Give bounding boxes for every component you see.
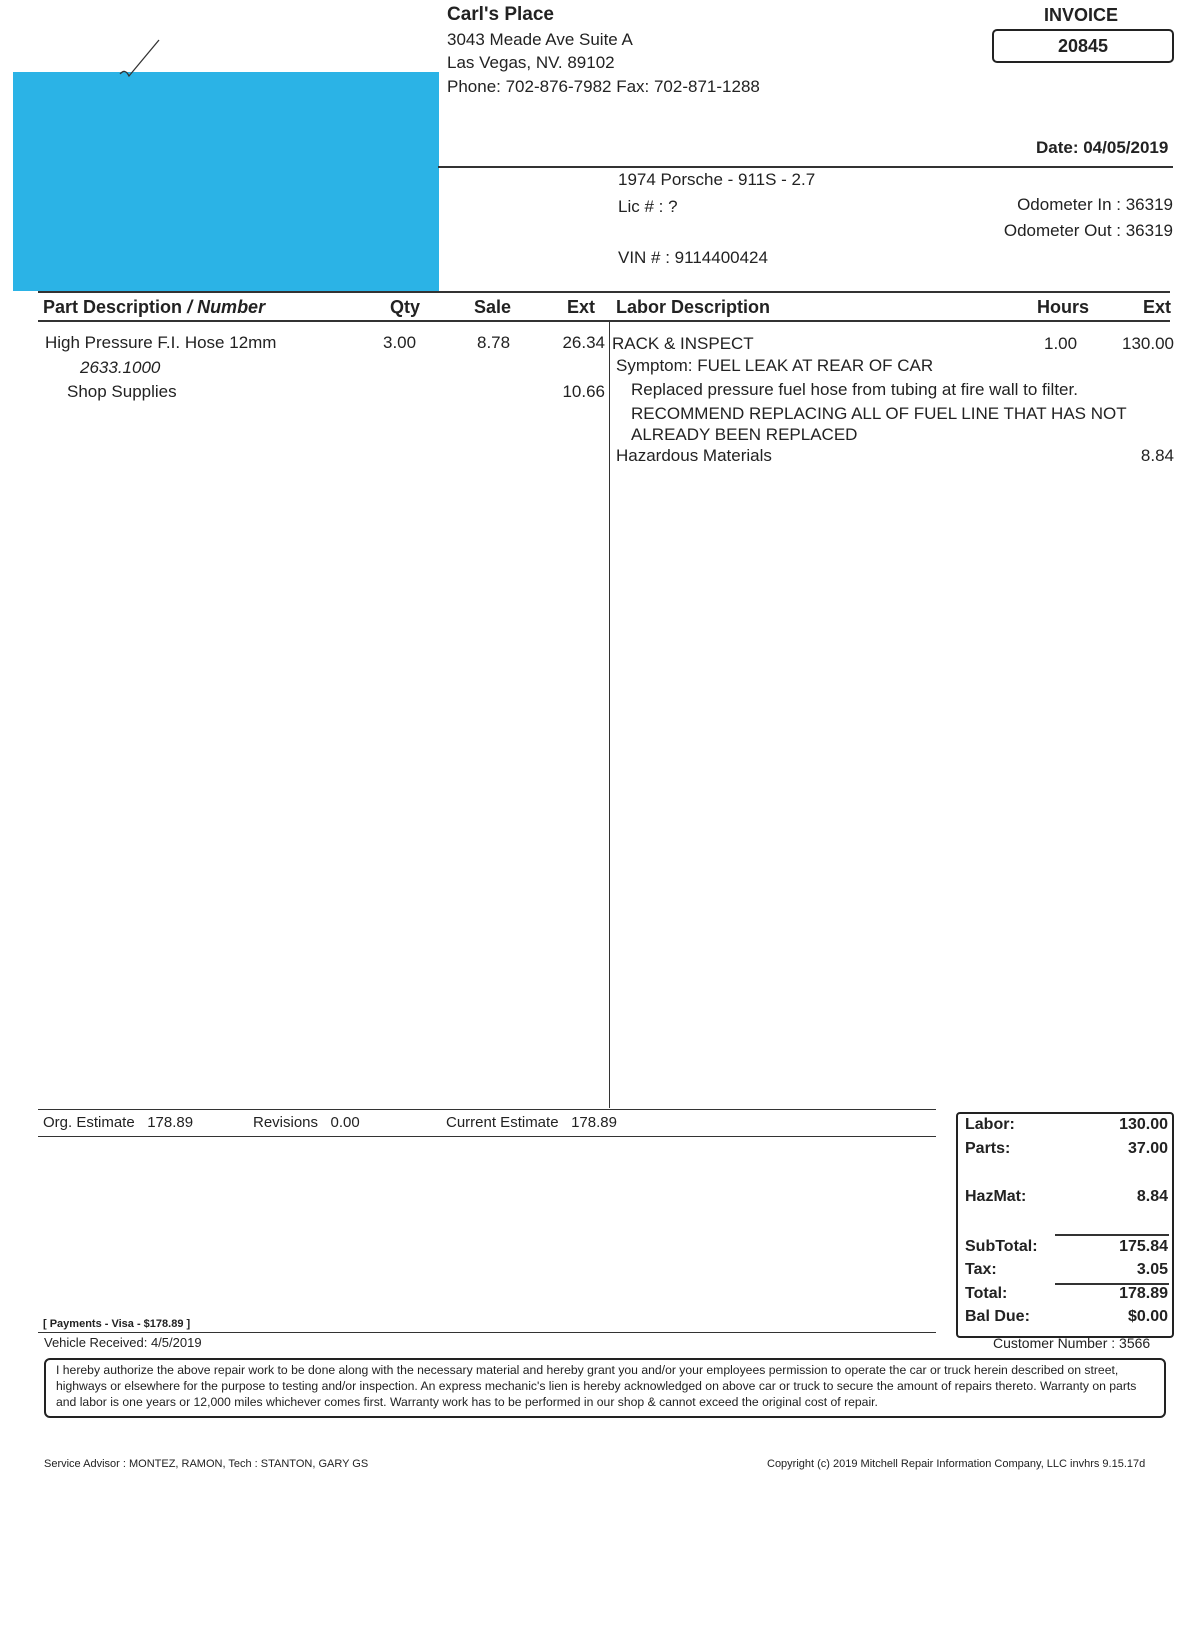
totals-total-label: Total: <box>965 1285 1008 1302</box>
table-header-rule <box>38 320 1170 322</box>
totals-hazmat-value: 8.84 <box>1136 1188 1168 1205</box>
totals-subtotal-value: 175.84 <box>1119 1238 1168 1255</box>
estimate-bottom-rule <box>38 1136 936 1137</box>
payments-line: [ Payments - Visa - $178.89 ] <box>43 1318 191 1330</box>
vehicle-lic: Lic # : ? <box>618 197 678 216</box>
labor-note-2: RECOMMEND REPLACING ALL OF FUEL LINE THAT HAS NOT <box>631 404 1127 423</box>
labor-line-1-description: RACK & INSPECT <box>612 334 754 353</box>
payments-rule <box>38 1332 936 1333</box>
customer-number: Customer Number : 3566 <box>993 1335 1151 1351</box>
shop-phone-fax: Phone: 702-876-7982 Fax: 702-871-1288 <box>447 77 760 96</box>
totals-parts-value: 37.00 <box>1127 1140 1168 1157</box>
current-estimate-value: 178.89 <box>571 1114 617 1131</box>
totals-baldue-label: Bal Due: <box>965 1308 1030 1325</box>
labor-hazmat-ext: 8.84 <box>1140 446 1174 465</box>
parts-header-description <box>43 297 265 318</box>
authorization-box <box>44 1358 1166 1418</box>
totals-labor-label: Labor: <box>965 1116 1015 1133</box>
shop-name: Carl's Place <box>447 4 554 25</box>
totals-total-value: 178.89 <box>1119 1285 1168 1302</box>
labor-header-hours: Hours <box>1037 297 1090 317</box>
table-top-rule <box>38 291 1170 293</box>
current-estimate <box>446 1114 617 1131</box>
shop-address-line1: 3043 Meade Ave Suite A <box>447 30 633 49</box>
header-rule <box>438 166 1173 168</box>
labor-line-1-hours: 1.00 <box>1044 334 1078 353</box>
invoice-date: Date: 04/05/2019 <box>1036 138 1169 157</box>
parts-header-desc-label: Part Description <box>43 297 183 317</box>
totals-labor-value: 130.00 <box>1119 1116 1168 1133</box>
invoice-label: INVOICE <box>1044 5 1119 25</box>
labor-header-ext: Ext <box>1143 297 1172 317</box>
totals-tax-label: Tax: <box>965 1261 997 1278</box>
labor-line-1-ext: 130.00 <box>1122 334 1174 353</box>
parts-header-sale: Sale <box>474 297 512 317</box>
part-row-2-ext: 10.66 <box>562 382 605 401</box>
column-divider <box>609 322 610 1108</box>
labor-hazmat-description: Hazardous Materials <box>616 446 772 465</box>
org-estimate-value: 178.89 <box>147 1114 194 1131</box>
parts-header-qty: Qty <box>390 297 421 317</box>
labor-note-1: Replaced pressure fuel hose from tubing at fire wall to filter. <box>631 380 1078 399</box>
org-estimate-label: Org. Estimate <box>43 1114 135 1131</box>
part-row-2-description: Shop Supplies <box>67 382 177 401</box>
authorization-text: I hereby authorize the above repair work to be done along with the necessary material and hereby grant you and/or your employees permission to operate the car or truck herein described on street, highways or elsewhere for the purpose to testing and/or inspection. An express mechanic's lien is hereby acknowledged on above car or truck to secure the amount of repairs thereto. Warranty on parts and labor is one years or 12,000 miles whichever comes first. Warranty work has to be performed in our shop & cannot exceed the original cost of repair. <box>56 1363 1137 1409</box>
service-advisor-tech: Service Advisor : MONTEZ, RAMON, Tech : STANTON, GARY GS <box>44 1458 369 1470</box>
part-row-1-number: 2633.1000 <box>80 358 161 377</box>
current-estimate-label: Current Estimate <box>446 1114 559 1131</box>
part-row-1-description: High Pressure F.I. Hose 12mm <box>45 333 277 352</box>
labor-note-3: ALREADY BEEN REPLACED <box>631 425 858 444</box>
checkmark-scribble-icon <box>115 38 165 78</box>
part-row-1-ext: 26.34 <box>562 333 605 352</box>
revisions-label: Revisions <box>253 1114 319 1131</box>
shop-address-line2: Las Vegas, NV. 89102 <box>447 53 615 72</box>
vehicle-vin: VIN # : 9114400424 <box>618 248 768 267</box>
revisions-value: 0.00 <box>330 1114 360 1131</box>
totals-parts-label: Parts: <box>965 1140 1011 1157</box>
vehicle-description: 1974 Porsche - 911S - 2.7 <box>618 170 816 189</box>
totals-hazmat-label: HazMat: <box>965 1188 1027 1205</box>
totals-subtotal-label: SubTotal: <box>965 1238 1038 1255</box>
redacted-customer-info <box>13 72 439 291</box>
revisions <box>253 1114 360 1131</box>
parts-header-ext: Ext <box>567 297 596 317</box>
odometer-in: Odometer In : 36319 <box>1017 195 1173 214</box>
totals-tax-value: 3.05 <box>1136 1261 1168 1278</box>
odometer-out: Odometer Out : 36319 <box>1003 221 1173 240</box>
vehicle-received: Vehicle Received: 4/5/2019 <box>44 1335 202 1350</box>
part-row-1-sale: 8.78 <box>477 333 511 352</box>
labor-symptom: Symptom: FUEL LEAK AT REAR OF CAR <box>616 356 934 375</box>
copyright: Copyright (c) 2019 Mitchell Repair Information Company, LLC invhrs 9.15.17d <box>767 1458 1146 1470</box>
totals-baldue-value: $0.00 <box>1127 1308 1168 1325</box>
part-row-1-qty: 3.00 <box>383 333 417 352</box>
invoice-number: 20845 <box>992 29 1174 63</box>
subtotal-rule <box>1055 1234 1169 1236</box>
parts-header-number-label: / Number <box>187 297 266 317</box>
org-estimate <box>43 1114 193 1131</box>
labor-header-description: Labor Description <box>616 297 771 317</box>
estimate-top-rule <box>38 1109 936 1110</box>
